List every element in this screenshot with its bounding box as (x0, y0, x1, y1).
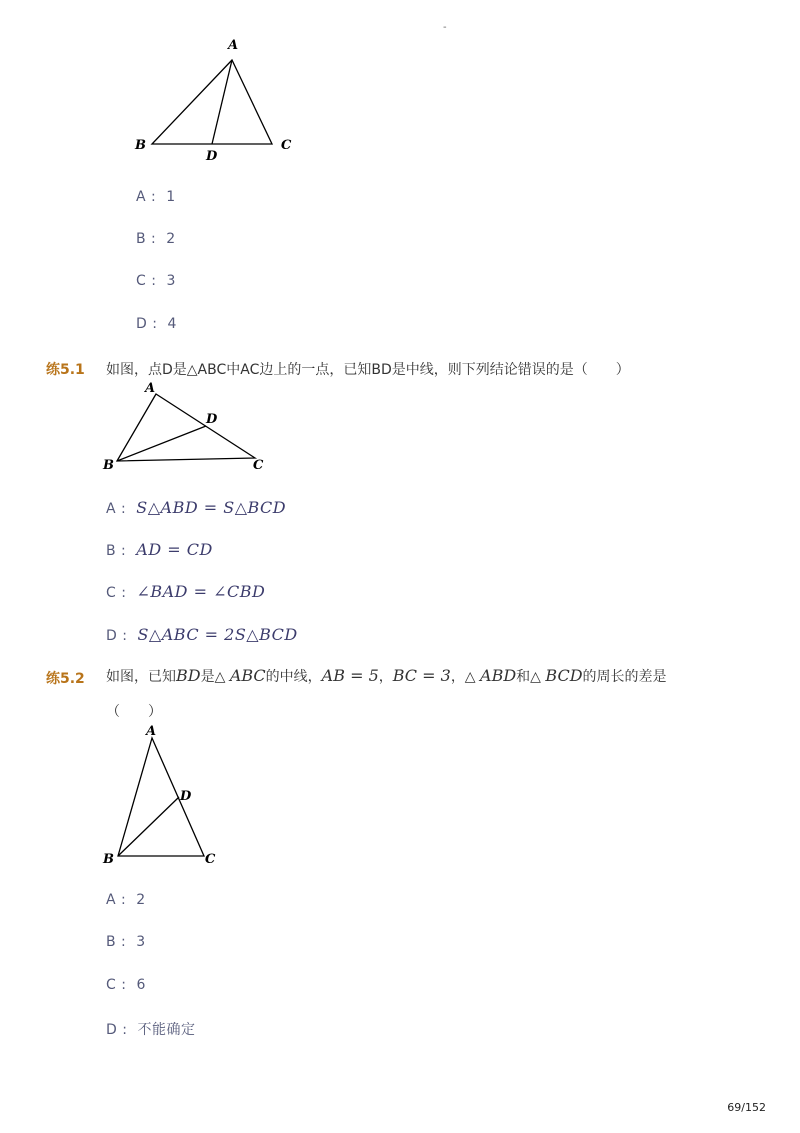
q52-text-part: 的中线， (265, 669, 322, 685)
q52-math-bcd: BCD (545, 666, 583, 685)
q51-option-a-value: S△ABD = S△BCD (136, 498, 287, 517)
q52-math-bc: BC = 3 (392, 666, 451, 685)
q52-text-part: 和△ (516, 669, 546, 685)
q52-option-b-label: B : (106, 934, 127, 950)
q52-option-c-value: 6 (136, 977, 146, 993)
option-b-label: B : (136, 231, 157, 247)
vertex-label-a: A (228, 38, 239, 53)
option-b-value: 2 (166, 231, 176, 247)
option-c (136, 273, 176, 289)
option-a-label: A : (136, 189, 157, 205)
option-c-value: 3 (166, 273, 176, 289)
q51-option-b-label: B : (106, 543, 127, 559)
vertex-label-c: C (253, 458, 264, 473)
figure-triangle-abc-3 (100, 720, 230, 870)
option-b (136, 231, 176, 247)
q52-option-a-value: 2 (136, 892, 146, 908)
q51-option-d-label: D : (106, 628, 128, 644)
question-5-1-label: 练5.1 (46, 362, 85, 378)
vertex-label-c: C (205, 852, 216, 867)
option-d-label: D : (136, 316, 158, 332)
q52-option-c (106, 977, 146, 993)
question-5-2-label: 练5.2 (46, 671, 85, 687)
q52-math-ab: AB = 5 (321, 666, 379, 685)
q52-text-part: 是△ (200, 669, 230, 685)
page-number: 69/152 (727, 1101, 766, 1114)
vertex-label-d: D (180, 789, 192, 804)
q51-option-b (106, 540, 213, 559)
question-5-2-blank: （ ） (106, 704, 162, 720)
vertex-label-b: B (135, 138, 146, 153)
q51-option-d-value: S△ABC = 2S△BCD (137, 625, 298, 644)
q52-math-bd: BD (176, 666, 201, 685)
q51-option-c-label: C : (106, 585, 127, 601)
vertex-label-a: A (146, 724, 157, 739)
triangle-abc-outline (117, 394, 255, 461)
q51-option-a-label: A : (106, 501, 127, 517)
question-5-1-text: 如图，点D是△ABC中AC边上的一点，已知BD是中线，则下列结论错误的是（ ） (106, 362, 630, 378)
q51-option-b-value: AD = CD (136, 540, 213, 559)
q51-option-d (106, 625, 298, 644)
top-mark: - (443, 22, 447, 33)
vertex-label-a: A (145, 381, 156, 396)
q52-option-a (106, 892, 146, 908)
q51-option-c-value: ∠BAD = ∠CBD (136, 582, 266, 601)
q52-option-d-label: D : (106, 1022, 128, 1038)
q52-option-c-label: C : (106, 977, 127, 993)
vertex-label-d: D (206, 412, 218, 427)
q52-text-part: ， (378, 669, 393, 685)
q52-option-a-label: A : (106, 892, 127, 908)
q52-option-b-value: 3 (136, 934, 146, 950)
figure-triangle-abc-1 (130, 34, 300, 166)
vertex-label-d: D (206, 149, 218, 164)
q52-option-b (106, 934, 146, 950)
option-d (136, 316, 177, 332)
q52-math-abc: ABC (229, 666, 266, 685)
option-a (136, 189, 176, 205)
option-a-value: 1 (166, 189, 176, 205)
q51-option-c (106, 582, 265, 601)
q52-text-part: 如图，已知 (106, 669, 176, 685)
q52-option-d-value: 不能确定 (137, 1022, 196, 1038)
triangle-abc-outline (152, 60, 272, 144)
segment-ad (212, 60, 232, 144)
segment-bd (117, 426, 206, 461)
option-d-value: 4 (167, 316, 177, 332)
q52-text-part: 的周长的差是 (582, 669, 667, 685)
vertex-label-b: B (103, 852, 114, 867)
q52-option-d (106, 1019, 195, 1039)
option-c-label: C : (136, 273, 157, 289)
vertex-label-c: C (281, 138, 292, 153)
vertex-label-b: B (103, 458, 114, 473)
q51-option-a (106, 498, 286, 517)
q52-text-part: ，△ (450, 669, 481, 685)
question-5-2-text (106, 666, 667, 686)
q52-math-abd: ABD (480, 666, 517, 685)
figure-triangle-abc-2 (100, 378, 275, 476)
